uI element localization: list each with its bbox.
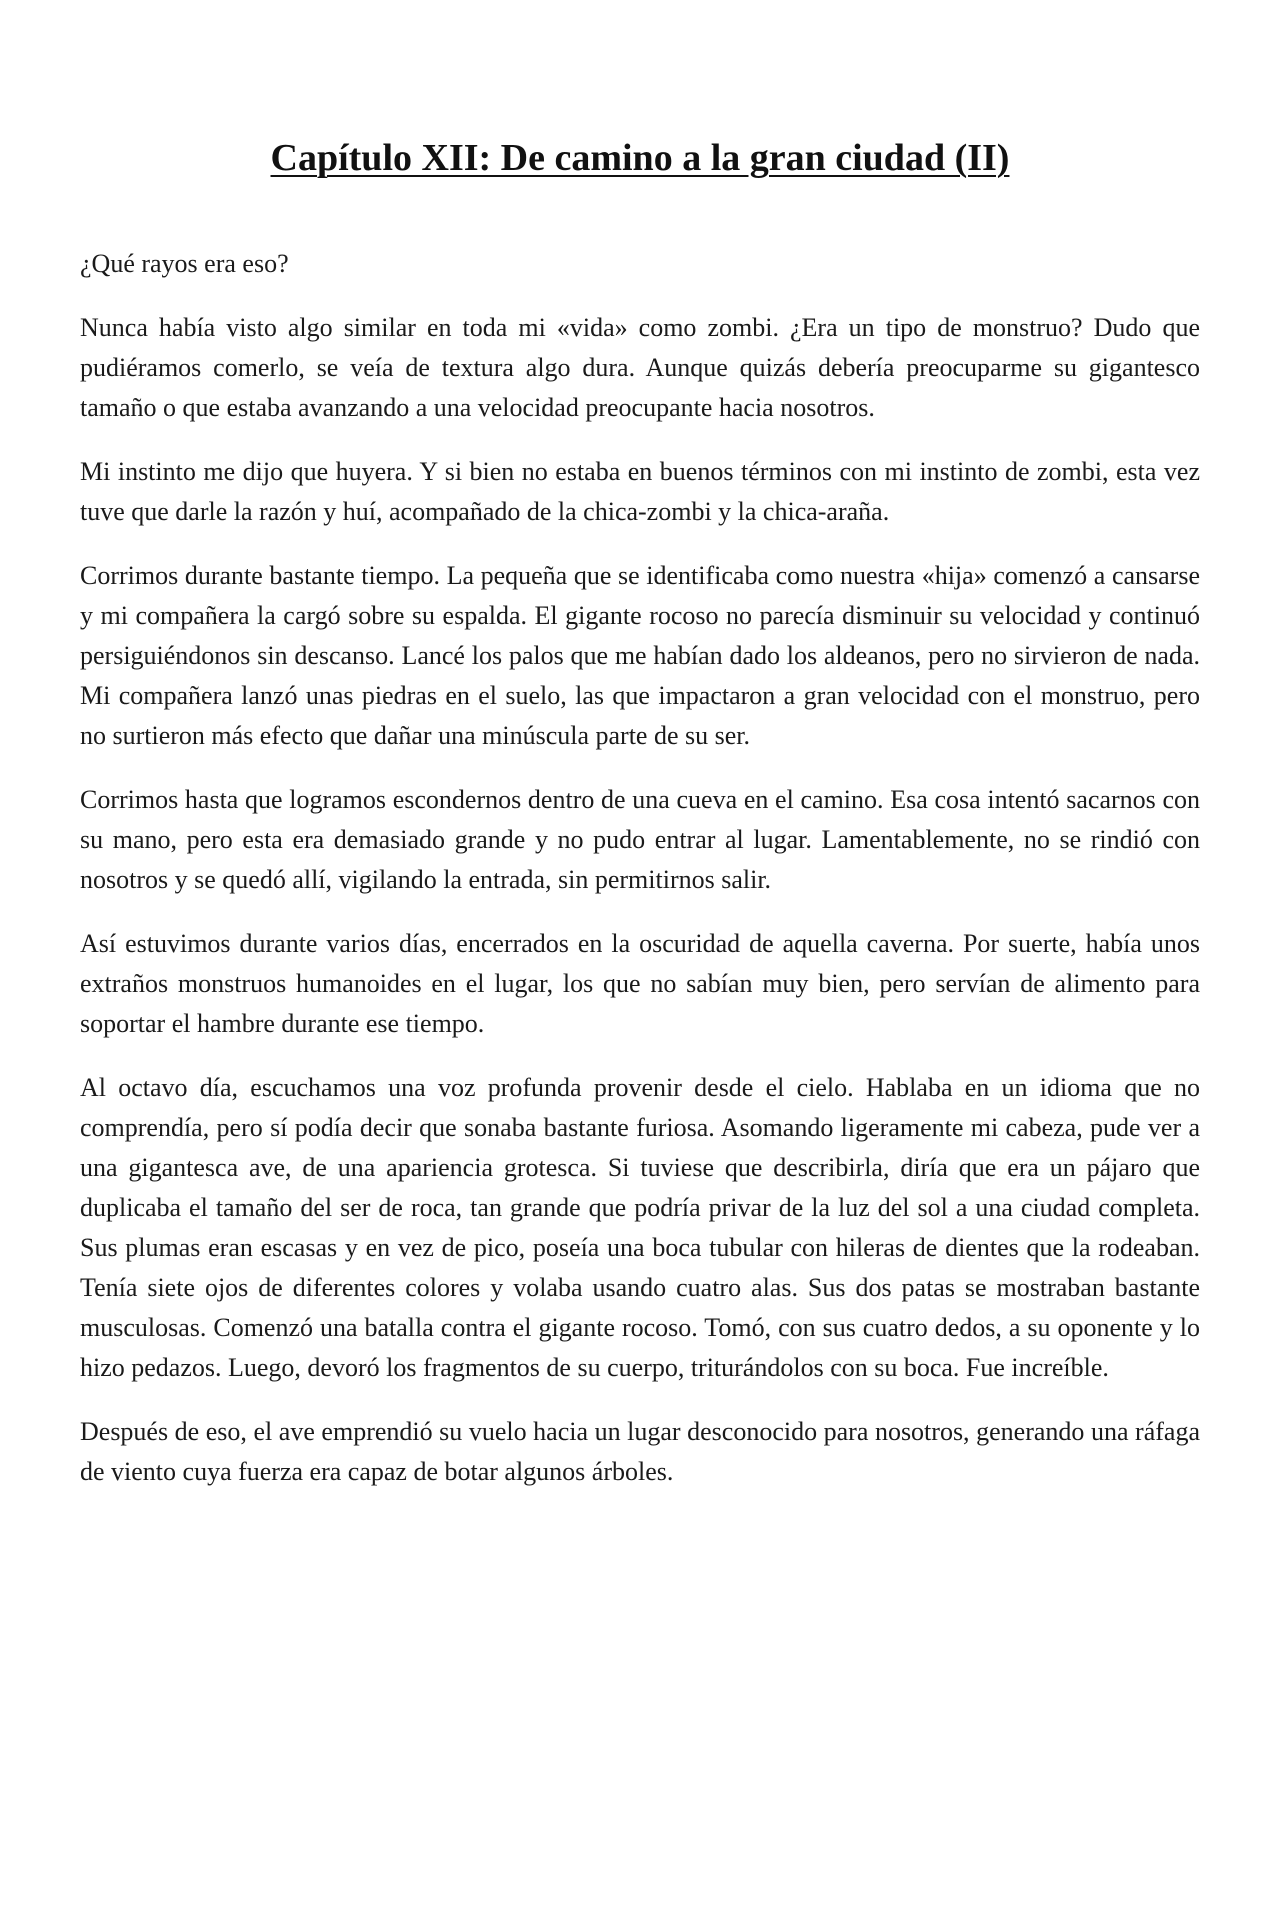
paragraph-1: ¿Qué rayos era eso? [80, 248, 289, 278]
paragraph-4: Corrimos durante bastante tiempo. La pequeña que se identificaba como nuestra «hija» comenzó a cansarse y mi compañera la cargó sobre su espalda. El gigante rocoso no parecía disminuir su velocidad y continuó persiguiéndonos sin descanso. Lancé los palos que me habían dado los aldeanos, pero no sirvieron de nada. Mi compañera lanzó unas piedras en el suelo, las que impactaron a gran velocidad con el monstruo, pero no surtieron más efecto que dañar una minúscula parte de su ser. [80, 560, 1200, 750]
paragraph-3: Mi instinto me dijo que huyera. Y si bien no estaba en buenos términos con mi instinto de zombi, esta vez tuve que darle la razón y huí, acompañado de la chica-zombi y la chica-araña. [80, 456, 1200, 526]
paragraph-5: Corrimos hasta que logramos escondernos dentro de una cueva en el camino. Esa cosa intentó sacarnos con su mano, pero esta era demasiado grande y no pudo entrar al lugar. Lamentablemente, no se rindió con nosotros y se quedó allí, vigilando la entrada, sin permitirnos salir. [80, 784, 1200, 894]
paragraph-2: Nunca había visto algo similar en toda mi «vida» como zombi. ¿Era un tipo de monstruo? Dudo que pudiéramos comerlo, se veía de textura algo dura. Aunque quizás debería preocuparme su gigantesco tamaño o que estaba avanzando a una velocidad preocupante hacia nosotros. [80, 312, 1200, 422]
paragraph-7: Al octavo día, escuchamos una voz profunda provenir desde el cielo. Hablaba en un idioma que no comprendía, pero sí podía decir que sonaba bastante furiosa. Asomando ligeramente mi cabeza, pude ver a una gigantesca ave, de una apariencia grotesca. Si tuviese que describirla, diría que era un pájaro que duplicaba el tamaño del ser de roca, tan grande que podría privar de la luz del sol a una ciudad completa. Sus plumas eran escasas y en vez de pico, poseía una boca tubular con hileras de dientes que la rodeaban. Tenía siete ojos de diferentes colores y volaba usando cuatro alas. Sus dos patas se mostraban bastante musculosas. Comenzó una batalla contra el gigante rocoso. Tomó, con sus cuatro dedos, a su oponente y lo hizo pedazos. Luego, devoró los fragmentos de su cuerpo, triturándolos con su boca. Fue increíble. [80, 1072, 1200, 1382]
paragraph-8: Después de eso, el ave emprendió su vuelo hacia un lugar desconocido para nosotros, generando una ráfaga de viento cuya fuerza era capaz de botar algunos árboles. [80, 1416, 1200, 1486]
chapter-title: Capítulo XII: De camino a la gran ciudad (II) [270, 137, 1010, 179]
paragraph-6: Así estuvimos durante varios días, encerrados en la oscuridad de aquella caverna. Por suerte, había unos extraños monstruos humanoides en el lugar, los que no sabían muy bien, pero servían de alimento para soportar el hambre durante ese tiempo. [80, 928, 1200, 1038]
document-page [80, 0, 1200, 1516]
chapter-body [80, 244, 1200, 1492]
